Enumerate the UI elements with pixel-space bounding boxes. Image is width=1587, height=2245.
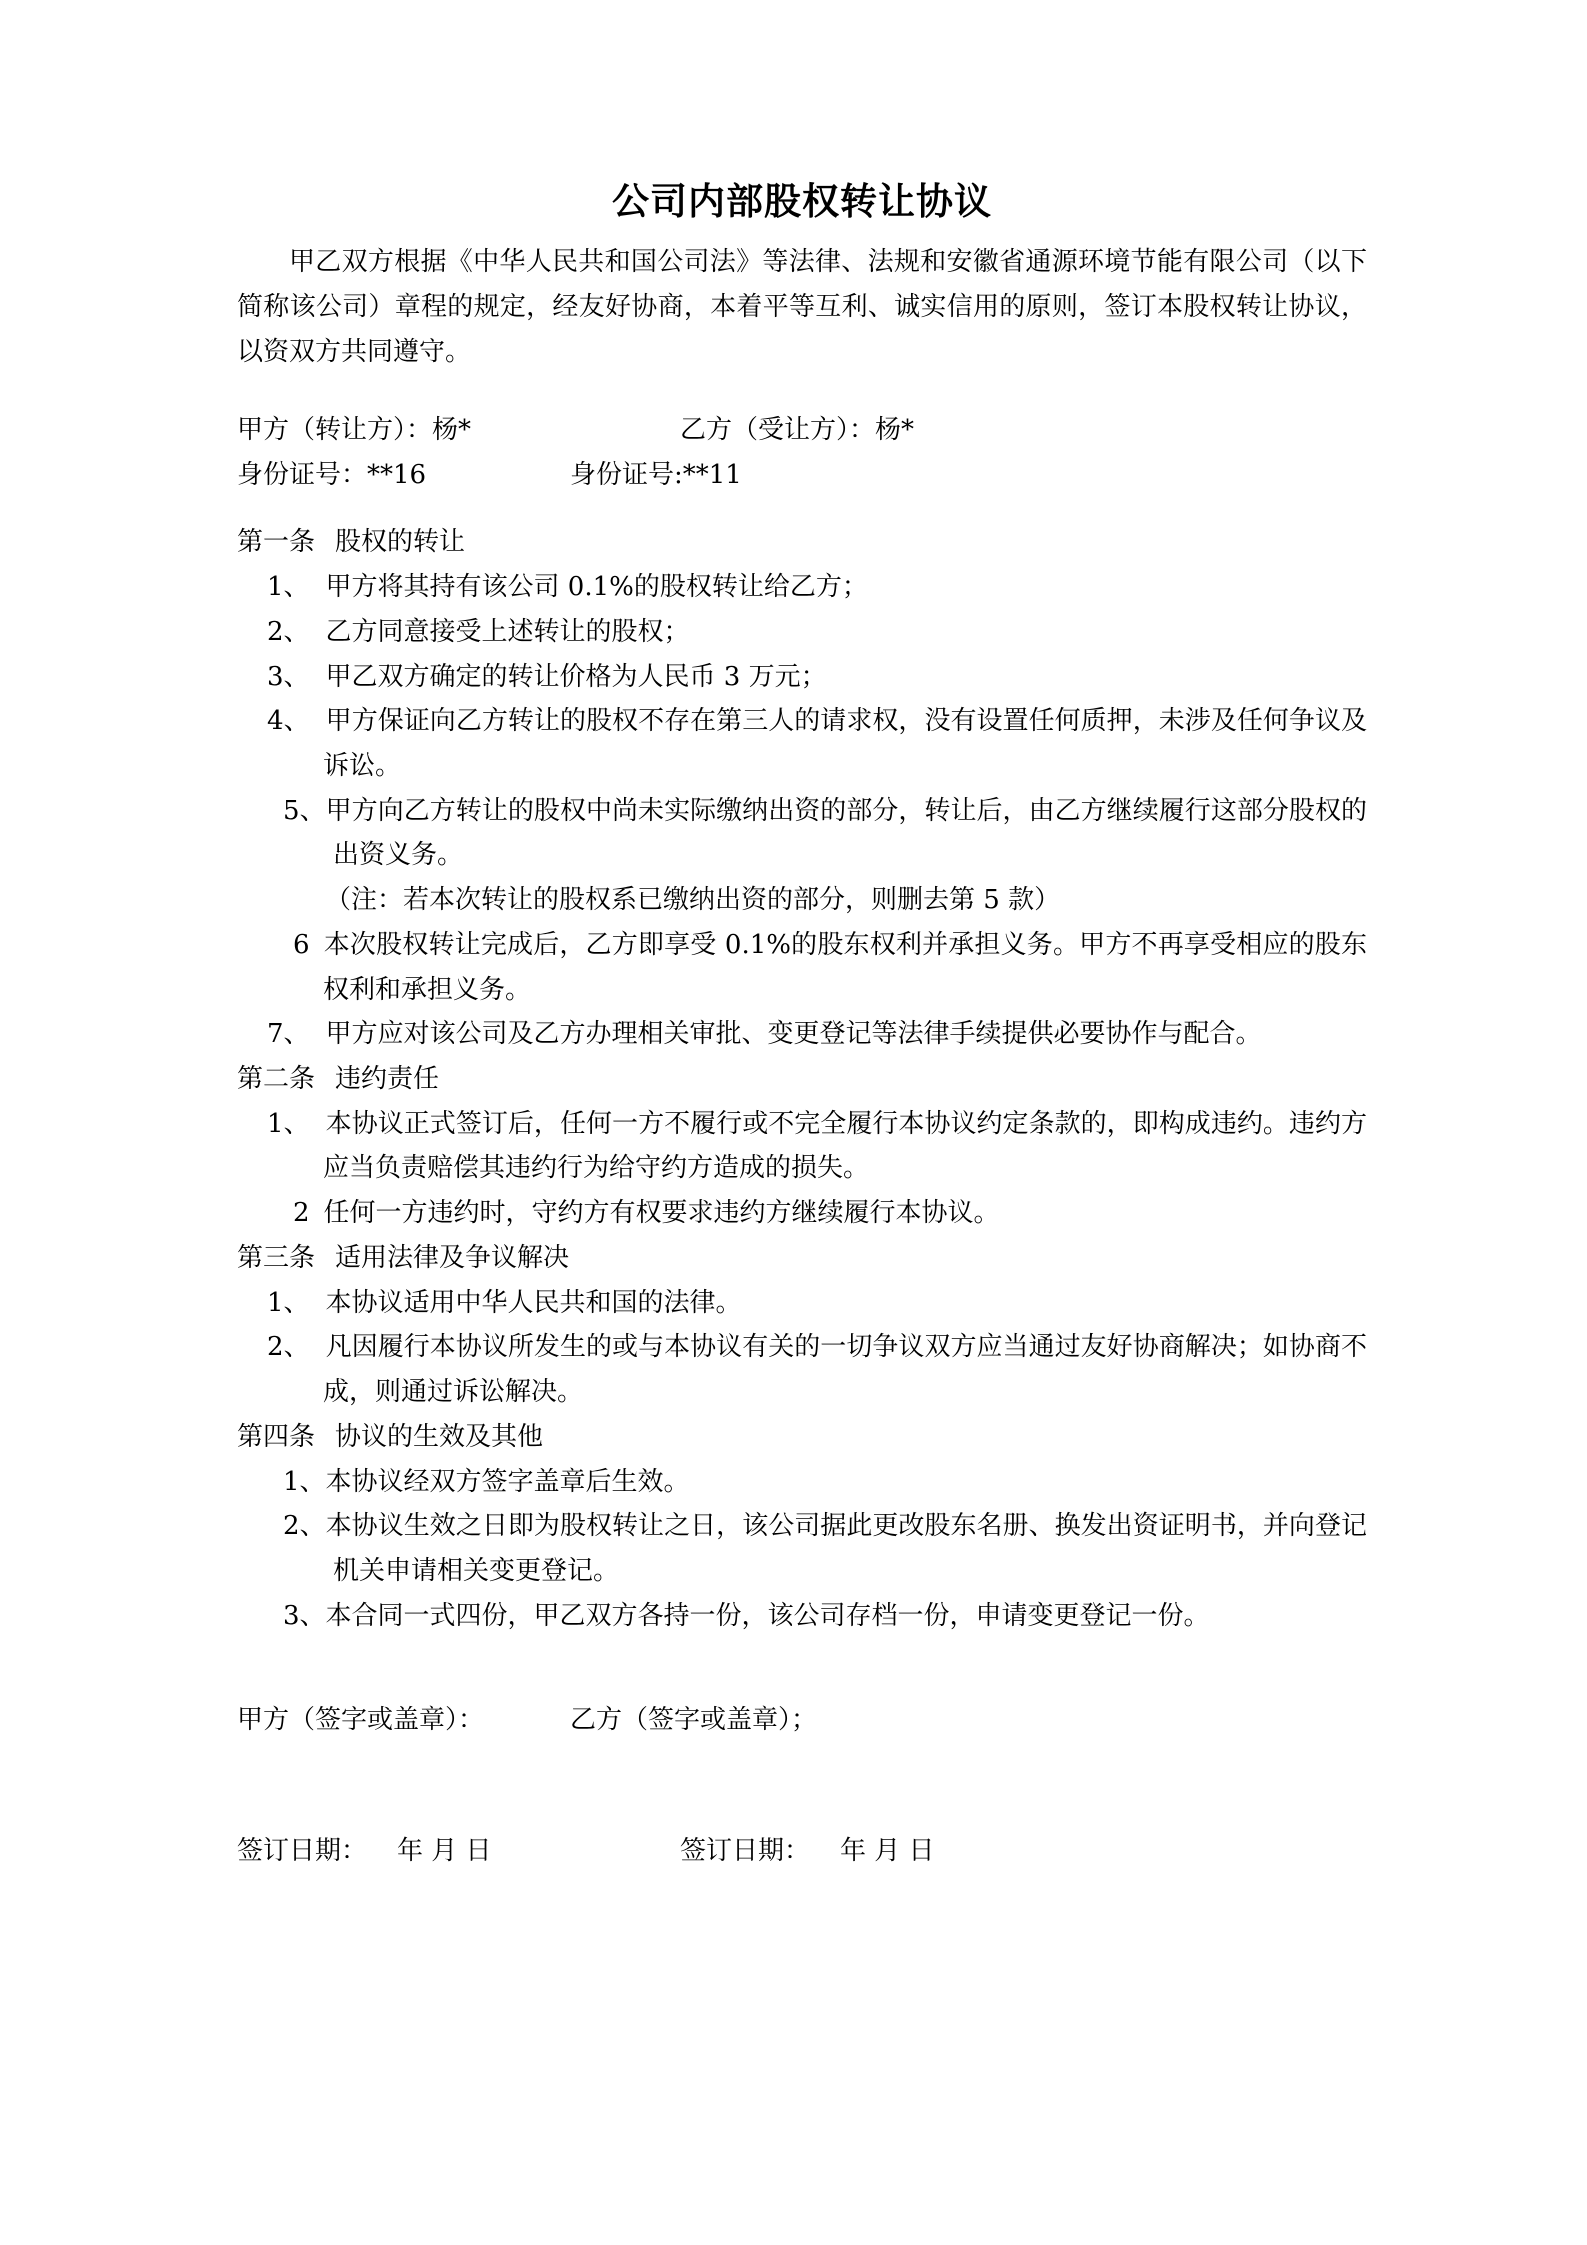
clause-text: 凡因履行本协议所发生的或与本协议有关的一切争议双方应当通过友好协商解决；如协商不成，则通过诉讼解决。 (323, 1332, 1367, 1408)
article-2-clause-1 (237, 1102, 1367, 1191)
page-title: 公司内部股权转让协议 (612, 179, 992, 223)
clause-text: 任何一方违约时，守约方有权要求违约方继续履行本协议。 (323, 1198, 1000, 1229)
party-name-row (237, 408, 1367, 453)
party-a-date-blank: 年 月 日 (397, 1836, 492, 1867)
clause-marker: 1、 (267, 572, 310, 603)
party-b-signature-label: 乙方（签字或盖章）； (570, 1705, 818, 1736)
article-1-clause-1 (237, 565, 1367, 610)
article-3-heading (237, 1236, 1367, 1281)
article-1-clause-6 (237, 923, 1367, 1012)
clause-text: 甲方向乙方转让的股权中尚未实际缴纳出资的部分，转让后，由乙方继续履行这部分股权的出资义务。 (325, 795, 1367, 871)
clause-text: 甲方将其持有该公司 0.1%的股权转让给乙方； (325, 572, 868, 603)
clause-marker: 2、 (267, 616, 310, 647)
article-1-clause-2 (237, 610, 1367, 655)
signature-row (237, 1698, 1367, 1743)
clause-marker: 1、 (267, 1287, 310, 1318)
clause-text: 甲方保证向乙方转让的股权不存在第三人的请求权，没有设置任何质押，未涉及任何争议及诉讼。 (323, 706, 1367, 781)
article-1-number: 第一条 (237, 527, 316, 558)
article-1-clause-4 (237, 699, 1367, 788)
party-b-date-block (680, 1829, 935, 1874)
article-2-title: 违约责任 (335, 1064, 440, 1095)
clause-marker: 3、 (283, 1600, 326, 1631)
clause-text: 本次股权转让完成后，乙方即享受 0.1%的股东权利并承担义务。甲方不再享受相应的股东权利和承担义务。 (323, 929, 1367, 1005)
article-1-heading (237, 520, 1367, 565)
article-1-clause-note: （注：若本次转让的股权系已缴纳出资的部分，则删去第 5 款） (325, 885, 1061, 916)
article-4-title: 协议的生效及其他 (335, 1421, 544, 1452)
party-b-name: 乙方（受让方）：杨* (680, 415, 915, 446)
party-a-name: 甲方（转让方）：杨* (237, 415, 472, 446)
article-1-clause-5 (237, 789, 1367, 878)
clause-text: 本协议适用中华人民共和国的法律。 (325, 1287, 742, 1318)
party-b-id: 身份证号:**11 (570, 460, 742, 491)
clause-marker: 3、 (267, 661, 310, 692)
article-1-clause-7 (237, 1012, 1367, 1057)
party-b-date-label: 签订日期： (680, 1836, 811, 1867)
clause-marker: 7、 (267, 1019, 310, 1050)
party-a-id: 身份证号：**16 (237, 460, 427, 491)
article-4-number: 第四条 (237, 1421, 316, 1452)
clause-text: 甲方应对该公司及乙方办理相关审批、变更登记等法律手续提供必要协作与配合。 (325, 1019, 1262, 1050)
article-4-clause-3 (237, 1594, 1367, 1639)
clause-marker: 1、 (283, 1466, 326, 1497)
article-3-number: 第三条 (237, 1242, 316, 1273)
clause-text: 甲乙双方确定的转让价格为人民币 3 万元； (325, 661, 827, 692)
clause-marker: 2、 (283, 1511, 326, 1542)
document-body (237, 178, 1367, 1874)
clause-marker: 5、 (283, 795, 326, 826)
clause-marker: 2、 (267, 1332, 310, 1363)
clause-text: 本协议经双方签字盖章后生效。 (325, 1466, 690, 1497)
clause-marker: 1、 (267, 1108, 310, 1139)
clause-marker: 2 (293, 1198, 310, 1229)
clause-text: 本合同一式四份，甲乙双方各持一份，该公司存档一份，申请变更登记一份。 (325, 1600, 1210, 1631)
clause-text: 乙方同意接受上述转让的股权； (325, 616, 690, 647)
clause-text: 本协议生效之日即为股权转让之日，该公司据此更改股东名册、换发出资证明书，并向登记机关申请相关变更登记。 (325, 1511, 1367, 1586)
article-4-clause-2 (237, 1504, 1367, 1593)
article-2-clause-2 (237, 1191, 1367, 1236)
article-1-clause-3 (237, 655, 1367, 700)
article-4-clause-1 (237, 1460, 1367, 1505)
party-id-row (237, 453, 1367, 498)
clause-text: 本协议正式签订后，任何一方不履行或不完全履行本协议约定条款的，即构成违约。违约方应当负责赔偿其违约行为给守约方造成的损失。 (323, 1108, 1367, 1184)
article-2-number: 第二条 (237, 1064, 316, 1095)
article-3-clause-2 (237, 1325, 1367, 1414)
article-2-heading (237, 1057, 1367, 1102)
article-1-title: 股权的转让 (335, 527, 466, 558)
preamble-paragraph: 甲乙双方根据《中华人民共和国公司法》等法律、法规和安徽省通源环境节能有限公司（以下简称该公司）章程的规定，经友好协商，本着平等互利、诚实信用的原则，签订本股权转让协议，以资双方共同遵守。 (237, 247, 1367, 367)
article-4-heading (237, 1415, 1367, 1460)
party-a-date-block (237, 1829, 492, 1874)
clause-marker: 4、 (267, 706, 310, 737)
party-a-date-label: 签订日期： (237, 1836, 368, 1867)
party-b-date-blank: 年 月 日 (840, 1836, 935, 1867)
party-a-signature-label: 甲方（签字或盖章）： (237, 1705, 485, 1736)
clause-marker: 6 (293, 929, 310, 960)
article-3-clause-1 (237, 1281, 1367, 1326)
article-3-title: 适用法律及争议解决 (335, 1242, 570, 1273)
signing-date-row (237, 1829, 1367, 1874)
